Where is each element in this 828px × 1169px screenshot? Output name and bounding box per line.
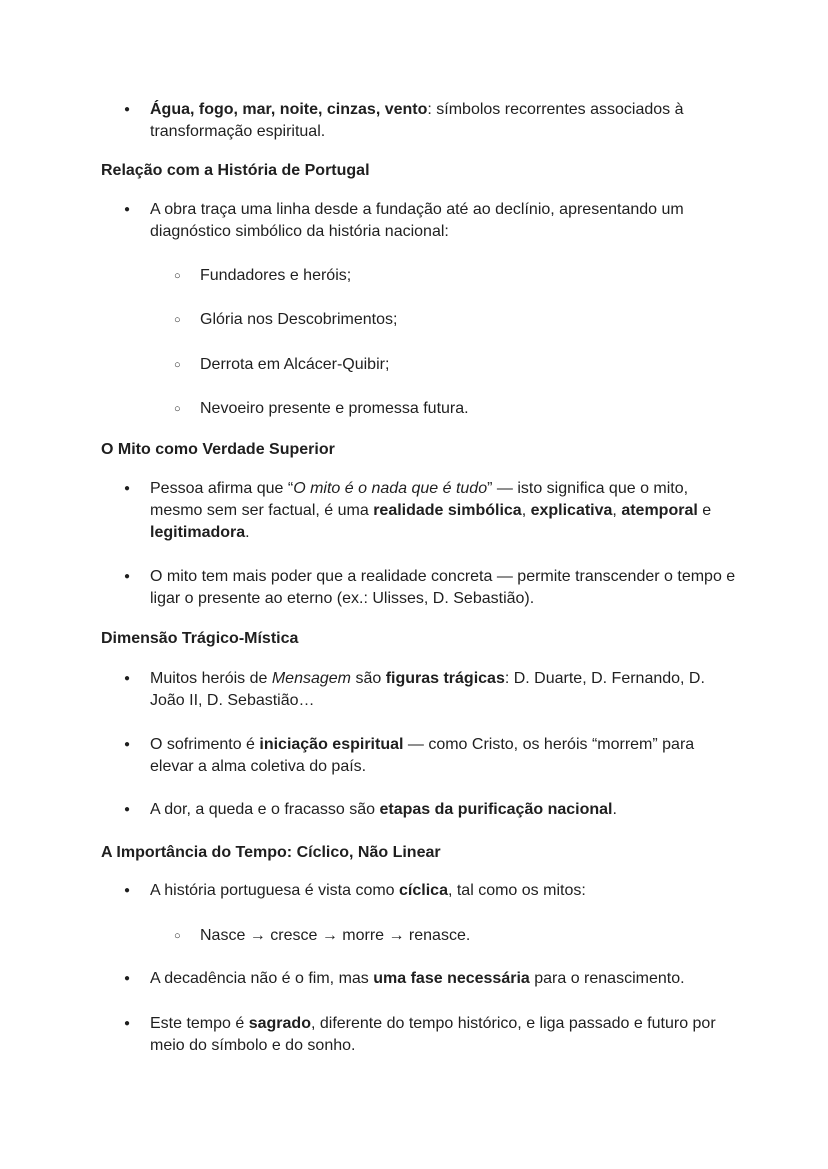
sub-bullet-item-cycle: ○ Nasce → cresce → morre → renasce. (200, 925, 740, 947)
section-heading-history: Relação com a História de Portugal (101, 162, 370, 179)
text: A decadência não é o fim, mas (150, 970, 374, 987)
text: : símbolos recorrentes associados à transformação espiritual. (150, 101, 684, 140)
text: ” — isto significa que o mito, mesmo sem ser factual, é uma (150, 480, 689, 519)
bold-text: sagrado (248, 1015, 311, 1032)
italic-title: Mensagem (271, 670, 351, 687)
sub-bullet-item: ○ Nevoeiro presente e promessa futura. (200, 398, 740, 420)
bullet-item-cyclic (150, 880, 740, 902)
bold-text: realidade simbólica (373, 502, 522, 519)
bold-text: uma fase necessária (373, 970, 530, 987)
section-heading-tragic: Dimensão Trágico-Mística (101, 630, 299, 647)
sub-bullet-item: ○ Derrota em Alcácer-Quibir; (200, 354, 740, 376)
bullet-item-history: ● A obra traça uma linha desde a fundação até ao declínio, apresentando um diagnóstico simbólico da história nacional: (150, 199, 740, 243)
sub-bullet-item: ○ Fundadores e heróis; (200, 265, 740, 287)
text: O sofrimento é (150, 736, 260, 753)
text: , (521, 502, 531, 519)
bullet-item-decadence (150, 968, 740, 990)
text: , diferente do tempo histórico, e liga passado e futuro por meio do símbolo e do sonho. (150, 1015, 716, 1054)
text: Este tempo é (150, 1015, 249, 1032)
text: . (245, 524, 250, 541)
section-heading-myth: O Mito como Verdade Superior (101, 441, 335, 458)
bold-text: explicativa (530, 502, 613, 519)
text: A história portuguesa é vista como (150, 882, 400, 899)
bold-text: etapas da purificação nacional (379, 801, 613, 818)
text: — como Cristo, os heróis “morrem” para elevar a alma coletiva do país. (150, 736, 695, 775)
bullet-item-myth-quote (150, 478, 740, 544)
text: para o renascimento. (529, 970, 685, 987)
text: , (612, 502, 622, 519)
text: são (351, 670, 386, 687)
bold-text: iniciação espiritual (259, 736, 404, 753)
bold-text: figuras trágicas (385, 670, 505, 687)
section-heading-time: A Importância do Tempo: Cíclico, Não Linear (101, 844, 441, 861)
text: e (697, 502, 712, 519)
bullet-item-purification (150, 799, 740, 821)
bullet-item-symbols (150, 99, 740, 143)
text: Muitos heróis de (150, 670, 272, 687)
bold-text: Água, fogo, mar, noite, cinzas, vento (150, 101, 428, 118)
text: , tal como os mitos: (447, 882, 586, 899)
text: Pessoa afirma que “ (150, 480, 294, 497)
bullet-item-suffering (150, 734, 740, 778)
text: A dor, a queda e o fracasso são (150, 801, 380, 818)
bullet-item-sacred-time (150, 1013, 740, 1057)
bold-text: atemporal (621, 502, 698, 519)
text: : D. Duarte, D. Fernando, D. João II, D. Sebastião… (150, 670, 705, 709)
bullet-item-myth-power: ● O mito tem mais poder que a realidade concreta — permite transcender o tempo e ligar o presente ao eterno (ex.: Ulisses, D. Sebastião). (150, 566, 740, 610)
italic-quote: O mito é o nada que é tudo (293, 480, 488, 497)
text: . (612, 801, 617, 818)
bullet-item-tragic-heroes (150, 668, 740, 712)
bold-text: legitimadora (150, 524, 246, 541)
bold-text: cíclica (399, 882, 448, 899)
sub-bullet-item: ○ Glória nos Descobrimentos; (200, 309, 740, 331)
